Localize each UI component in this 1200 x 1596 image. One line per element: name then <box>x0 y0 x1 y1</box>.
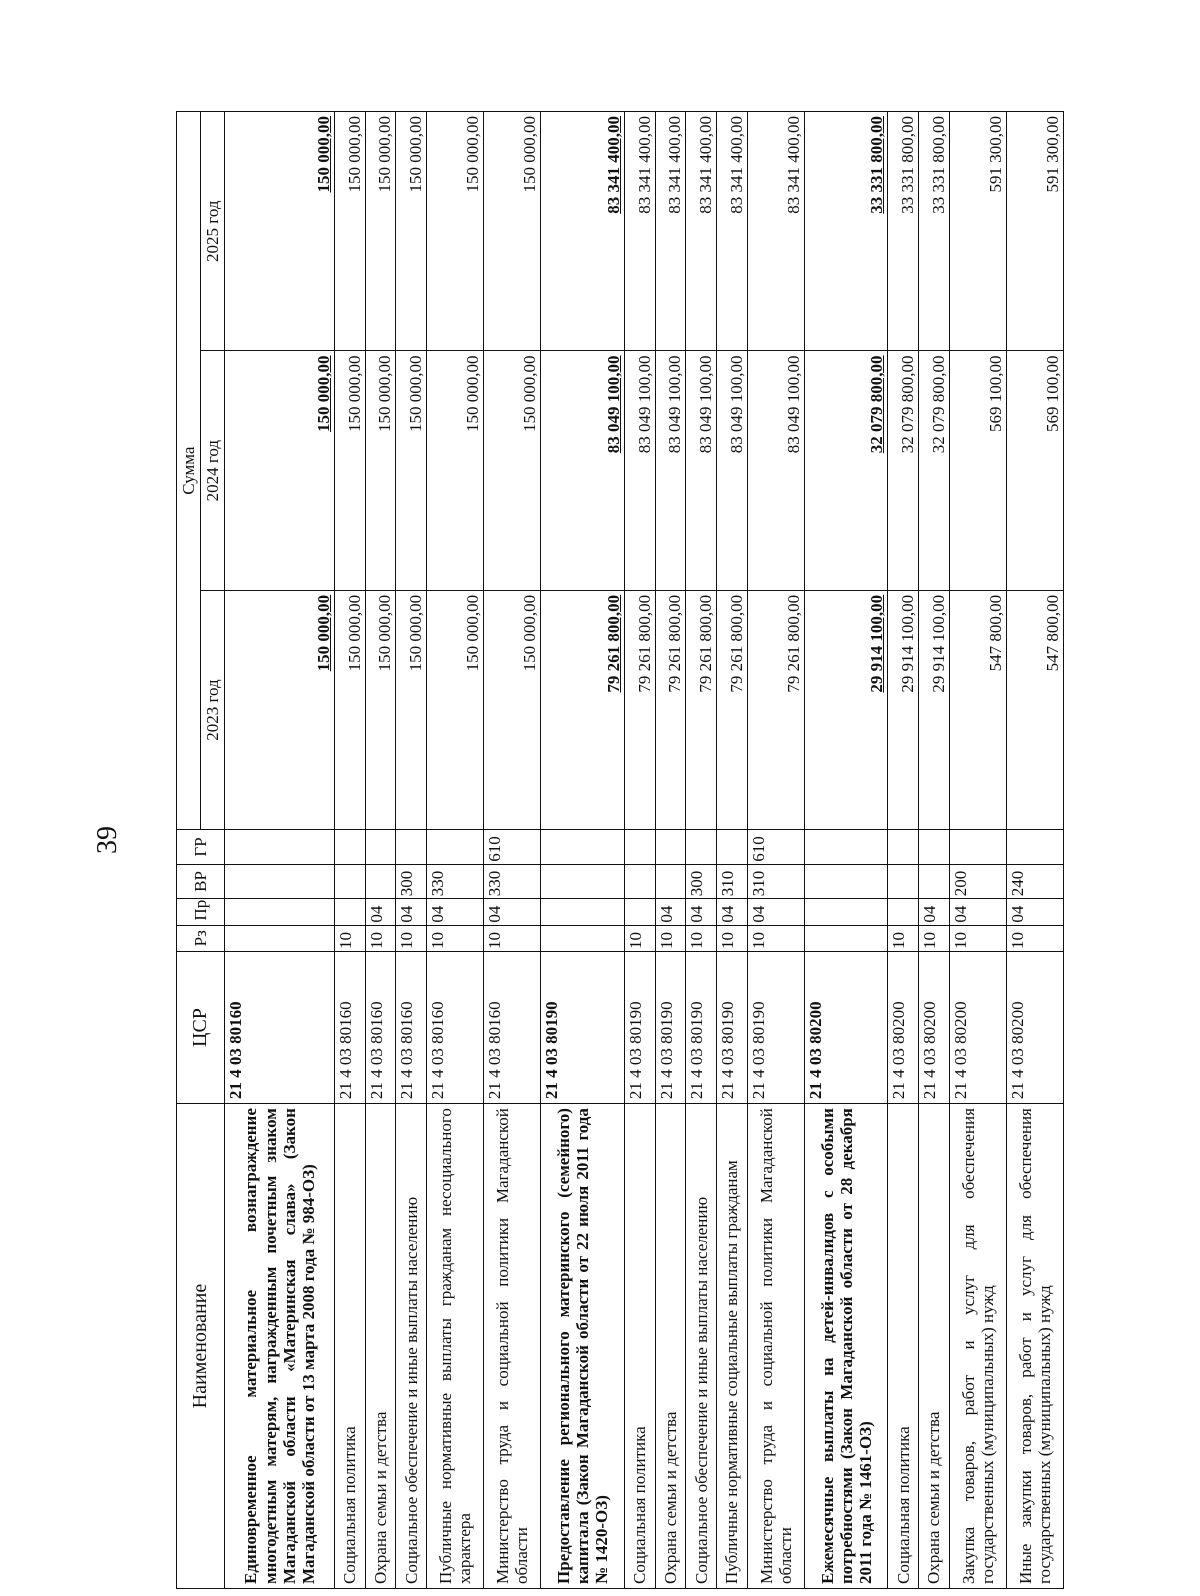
cell-amount-2023: 79 261 800,00 <box>624 590 655 829</box>
cell-pr: 04 <box>1006 899 1063 925</box>
cell-vr: 330 <box>427 864 484 898</box>
cell-name: Публичные нормативные выплаты гражданам несоциального характера <box>427 1104 484 1589</box>
cell-name: Социальная политика <box>624 1104 655 1589</box>
cell-rz: 10 <box>396 925 427 951</box>
cell-vr: 310 <box>747 864 804 898</box>
table-row <box>716 112 747 1589</box>
table-row <box>686 112 717 1589</box>
header-sum: Сумма <box>177 112 201 830</box>
cell-pr: 04 <box>686 899 717 925</box>
cell-amount-2025: 150 000,00 <box>365 112 396 351</box>
cell-name: Публичные нормативные социальные выплаты гражданам <box>716 1104 747 1589</box>
cell-rz <box>541 925 625 951</box>
header-csr: ЦСР <box>177 951 225 1103</box>
cell-gr <box>335 830 366 864</box>
cell-gr <box>804 830 888 864</box>
cell-amount-2025: 591 300,00 <box>1006 112 1063 351</box>
table-row <box>335 112 366 1589</box>
cell-csr: 21 4 03 80190 <box>747 951 804 1103</box>
cell-gr <box>427 830 484 864</box>
cell-gr <box>949 830 1006 864</box>
table-row <box>225 112 335 1589</box>
cell-csr: 21 4 03 80200 <box>1006 951 1063 1103</box>
header-vr: ВР <box>177 864 225 898</box>
cell-amount-2024: 150 000,00 <box>225 351 335 590</box>
cell-amount-2025: 83 341 400,00 <box>716 112 747 351</box>
table-row <box>888 112 919 1589</box>
cell-vr: 330 <box>484 864 541 898</box>
cell-pr <box>335 899 366 925</box>
cell-vr <box>804 864 888 898</box>
cell-amount-2024: 569 100,00 <box>1006 351 1063 590</box>
cell-csr: 21 4 03 80190 <box>716 951 747 1103</box>
cell-rz: 10 <box>484 925 541 951</box>
cell-amount-2023: 29 914 100,00 <box>919 590 950 829</box>
cell-name: Социальная политика <box>888 1104 919 1589</box>
header-name: Наименование <box>177 1104 225 1589</box>
cell-csr: 21 4 03 80200 <box>804 951 888 1103</box>
cell-amount-2023: 79 261 800,00 <box>655 590 686 829</box>
cell-amount-2023: 79 261 800,00 <box>716 590 747 829</box>
cell-pr: 04 <box>716 899 747 925</box>
cell-amount-2024: 32 079 800,00 <box>804 351 888 590</box>
cell-pr: 04 <box>919 899 950 925</box>
cell-vr: 310 <box>716 864 747 898</box>
cell-pr: 04 <box>365 899 396 925</box>
cell-rz: 10 <box>919 925 950 951</box>
cell-name: Охрана семьи и детства <box>365 1104 396 1589</box>
cell-gr <box>365 830 396 864</box>
table-row <box>804 112 888 1589</box>
cell-amount-2025: 83 341 400,00 <box>541 112 625 351</box>
cell-amount-2025: 33 331 800,00 <box>919 112 950 351</box>
cell-vr <box>888 864 919 898</box>
cell-gr: 610 <box>484 830 541 864</box>
cell-name: Министерство труда и социальной политики Магаданской области <box>747 1104 804 1589</box>
cell-amount-2023: 150 000,00 <box>225 590 335 829</box>
cell-amount-2025: 150 000,00 <box>427 112 484 351</box>
cell-vr <box>335 864 366 898</box>
cell-amount-2023: 150 000,00 <box>335 590 366 829</box>
page-number: 39 <box>92 826 123 854</box>
cell-amount-2023: 79 261 800,00 <box>686 590 717 829</box>
header-year-2024: 2024 год <box>201 351 225 590</box>
cell-gr <box>655 830 686 864</box>
cell-pr <box>804 899 888 925</box>
cell-rz: 10 <box>716 925 747 951</box>
budget-table <box>176 111 1064 1589</box>
cell-rz: 10 <box>686 925 717 951</box>
header-pr: Пр <box>177 899 225 925</box>
cell-amount-2025: 83 341 400,00 <box>624 112 655 351</box>
cell-amount-2024: 83 049 100,00 <box>747 351 804 590</box>
cell-csr: 21 4 03 80200 <box>949 951 1006 1103</box>
cell-gr <box>225 830 335 864</box>
cell-pr: 04 <box>949 899 1006 925</box>
cell-name: Охрана семьи и детства <box>655 1104 686 1589</box>
cell-gr <box>686 830 717 864</box>
cell-pr <box>541 899 625 925</box>
cell-amount-2025: 150 000,00 <box>225 112 335 351</box>
cell-amount-2024: 83 049 100,00 <box>655 351 686 590</box>
cell-name: Предоставление регионального материнского (семейного) капитала (Закон Магаданской области от 22 июля 2011 года № 1420-ОЗ) <box>541 1104 625 1589</box>
cell-amount-2024: 83 049 100,00 <box>686 351 717 590</box>
cell-amount-2023: 547 800,00 <box>949 590 1006 829</box>
cell-amount-2024: 569 100,00 <box>949 351 1006 590</box>
cell-csr: 21 4 03 80160 <box>365 951 396 1103</box>
cell-gr <box>396 830 427 864</box>
cell-rz: 10 <box>1006 925 1063 951</box>
cell-pr: 04 <box>747 899 804 925</box>
cell-amount-2023: 150 000,00 <box>484 590 541 829</box>
cell-amount-2023: 547 800,00 <box>1006 590 1063 829</box>
cell-name: Социальная политика <box>335 1104 366 1589</box>
cell-amount-2023: 150 000,00 <box>365 590 396 829</box>
cell-gr <box>888 830 919 864</box>
cell-name: Закупка товаров, работ и услуг для обеспечения государственных (муниципальных) нужд <box>949 1104 1006 1589</box>
cell-pr <box>888 899 919 925</box>
cell-csr: 21 4 03 80160 <box>335 951 366 1103</box>
cell-amount-2023: 29 914 100,00 <box>888 590 919 829</box>
cell-name: Единовременное материальное вознаграждение многодетным матерям, награжденным почетным знаком Магаданской области «Материнская слава» (Закон Магаданской области от 13 марта 2008 года № 984-ОЗ) <box>225 1104 335 1589</box>
cell-pr: 04 <box>484 899 541 925</box>
cell-amount-2023: 79 261 800,00 <box>747 590 804 829</box>
header-gr: ГР <box>177 830 225 864</box>
cell-amount-2024: 150 000,00 <box>365 351 396 590</box>
cell-vr: 240 <box>1006 864 1063 898</box>
table-row <box>624 112 655 1589</box>
cell-amount-2025: 83 341 400,00 <box>686 112 717 351</box>
cell-amount-2025: 150 000,00 <box>396 112 427 351</box>
cell-rz: 10 <box>427 925 484 951</box>
cell-rz <box>225 925 335 951</box>
table-row <box>396 112 427 1589</box>
cell-rz: 10 <box>624 925 655 951</box>
cell-rz: 10 <box>365 925 396 951</box>
cell-amount-2023: 150 000,00 <box>427 590 484 829</box>
cell-rz: 10 <box>747 925 804 951</box>
cell-amount-2025: 150 000,00 <box>484 112 541 351</box>
table-row <box>919 112 950 1589</box>
cell-vr <box>655 864 686 898</box>
cell-name: Министерство труда и социальной политики Магаданской области <box>484 1104 541 1589</box>
cell-vr <box>365 864 396 898</box>
cell-csr: 21 4 03 80190 <box>686 951 717 1103</box>
cell-pr: 04 <box>427 899 484 925</box>
cell-csr: 21 4 03 80160 <box>484 951 541 1103</box>
cell-vr <box>225 864 335 898</box>
table-row <box>949 112 1006 1589</box>
cell-rz <box>804 925 888 951</box>
cell-vr <box>541 864 625 898</box>
cell-csr: 21 4 03 80160 <box>427 951 484 1103</box>
cell-amount-2025: 83 341 400,00 <box>747 112 804 351</box>
table-row <box>484 112 541 1589</box>
cell-name: Социальное обеспечение и иные выплаты населению <box>396 1104 427 1589</box>
cell-rz: 10 <box>655 925 686 951</box>
header-year-2023: 2023 год <box>201 590 225 829</box>
cell-csr: 21 4 03 80200 <box>888 951 919 1103</box>
rotated-page-content <box>176 111 1064 1589</box>
cell-amount-2024: 32 079 800,00 <box>919 351 950 590</box>
cell-csr: 21 4 03 80190 <box>655 951 686 1103</box>
cell-gr: 610 <box>747 830 804 864</box>
cell-amount-2024: 83 049 100,00 <box>541 351 625 590</box>
table-row <box>747 112 804 1589</box>
header-rz: Рз <box>177 925 225 951</box>
cell-amount-2024: 32 079 800,00 <box>888 351 919 590</box>
cell-gr <box>1006 830 1063 864</box>
cell-vr <box>919 864 950 898</box>
cell-rz: 10 <box>949 925 1006 951</box>
cell-amount-2024: 150 000,00 <box>484 351 541 590</box>
table-row <box>541 112 625 1589</box>
cell-amount-2024: 150 000,00 <box>396 351 427 590</box>
cell-amount-2025: 33 331 800,00 <box>888 112 919 351</box>
cell-csr: 21 4 03 80190 <box>624 951 655 1103</box>
cell-pr <box>225 899 335 925</box>
cell-amount-2024: 150 000,00 <box>427 351 484 590</box>
cell-amount-2025: 150 000,00 <box>335 112 366 351</box>
cell-csr: 21 4 03 80160 <box>225 951 335 1103</box>
cell-csr: 21 4 03 80200 <box>919 951 950 1103</box>
cell-name: Социальное обеспечение и иные выплаты населению <box>686 1104 717 1589</box>
cell-amount-2023: 150 000,00 <box>396 590 427 829</box>
cell-amount-2025: 591 300,00 <box>949 112 1006 351</box>
cell-amount-2025: 33 331 800,00 <box>804 112 888 351</box>
cell-csr: 21 4 03 80160 <box>396 951 427 1103</box>
cell-amount-2023: 79 261 800,00 <box>541 590 625 829</box>
table-row <box>1006 112 1063 1589</box>
table-body <box>225 112 1064 1589</box>
table-row <box>655 112 686 1589</box>
cell-name: Охрана семьи и детства <box>919 1104 950 1589</box>
cell-amount-2024: 150 000,00 <box>335 351 366 590</box>
header-year-2025: 2025 год <box>201 112 225 351</box>
table-row <box>365 112 396 1589</box>
cell-rz: 10 <box>888 925 919 951</box>
cell-gr <box>541 830 625 864</box>
cell-gr <box>624 830 655 864</box>
cell-vr <box>624 864 655 898</box>
cell-amount-2025: 83 341 400,00 <box>655 112 686 351</box>
table-row <box>427 112 484 1589</box>
cell-pr: 04 <box>396 899 427 925</box>
cell-csr: 21 4 03 80190 <box>541 951 625 1103</box>
cell-amount-2024: 83 049 100,00 <box>716 351 747 590</box>
cell-gr <box>919 830 950 864</box>
cell-amount-2024: 83 049 100,00 <box>624 351 655 590</box>
cell-gr <box>716 830 747 864</box>
cell-amount-2023: 29 914 100,00 <box>804 590 888 829</box>
cell-pr <box>624 899 655 925</box>
cell-vr: 300 <box>396 864 427 898</box>
cell-rz: 10 <box>335 925 366 951</box>
cell-name: Ежемесячные выплаты на детей-инвалидов с особыми потребностями (Закон Магаданской области от 28 декабря 2011 года № 1461-ОЗ) <box>804 1104 888 1589</box>
cell-vr: 200 <box>949 864 1006 898</box>
cell-pr: 04 <box>655 899 686 925</box>
cell-name: Иные закупки товаров, работ и услуг для обеспечения государственных (муниципальных) нужд <box>1006 1104 1063 1589</box>
cell-vr: 300 <box>686 864 717 898</box>
